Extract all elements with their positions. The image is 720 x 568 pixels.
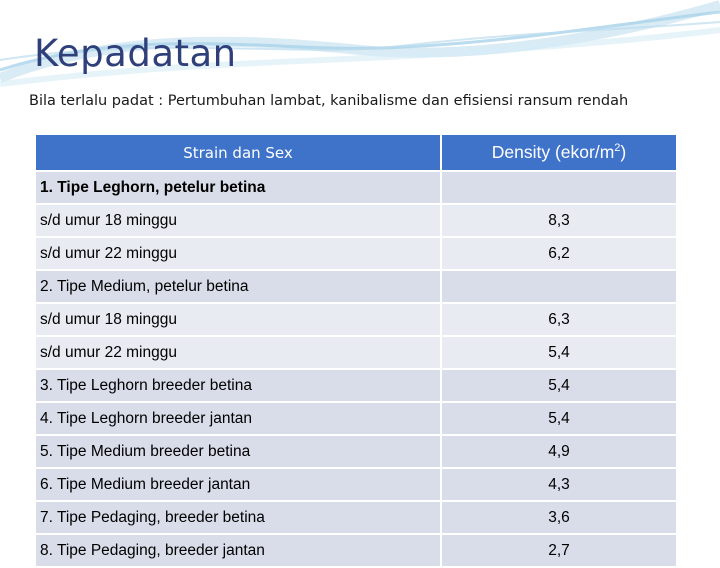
table-row — [35, 534, 677, 567]
table-row — [35, 204, 677, 237]
row-density-value: 5,4 — [441, 336, 677, 369]
row-label: 8. Tipe Pedaging, breeder jantan — [35, 534, 441, 567]
header-density-sup: 2 — [614, 142, 621, 155]
row-label: s/d umur 18 minggu — [35, 303, 441, 336]
table-row — [35, 336, 677, 369]
row-density-value — [441, 171, 677, 204]
slide-subtitle: Bila terlalu padat : Pertumbuhan lambat, kanibalisme dan efisiensi ransum rendah — [29, 93, 629, 109]
header-strain: Strain dan Sex — [35, 134, 441, 171]
row-label: 1. Tipe Leghorn, petelur betina — [35, 171, 441, 204]
row-density-value: 5,4 — [441, 402, 677, 435]
table-row — [35, 402, 677, 435]
row-label: s/d umur 22 minggu — [35, 336, 441, 369]
table-header-row — [35, 134, 677, 171]
table-row — [35, 435, 677, 468]
row-label: 3. Tipe Leghorn breeder betina — [35, 369, 441, 402]
row-density-value: 4,9 — [441, 435, 677, 468]
row-label: 6. Tipe Medium breeder jantan — [35, 468, 441, 501]
row-density-value: 2,7 — [441, 534, 677, 567]
row-label: 2. Tipe Medium, petelur betina — [35, 270, 441, 303]
header-density-suffix: ) — [620, 142, 627, 162]
table-body — [35, 171, 677, 567]
table-row — [35, 369, 677, 402]
density-table — [34, 133, 678, 568]
table-row — [35, 468, 677, 501]
row-label: 7. Tipe Pedaging, breeder betina — [35, 501, 441, 534]
row-density-value: 8,3 — [441, 204, 677, 237]
row-label: s/d umur 22 minggu — [35, 237, 441, 270]
header-density-prefix: Density (ekor/m — [491, 142, 615, 162]
slide-title: Kepadatan — [34, 32, 237, 75]
row-label: 5. Tipe Medium breeder betina — [35, 435, 441, 468]
table-row — [35, 270, 677, 303]
header-density — [441, 134, 677, 171]
table-row — [35, 171, 677, 204]
row-label: s/d umur 18 minggu — [35, 204, 441, 237]
table-row — [35, 303, 677, 336]
row-density-value: 4,3 — [441, 468, 677, 501]
row-density-value: 6,3 — [441, 303, 677, 336]
row-density-value: 6,2 — [441, 237, 677, 270]
table-row — [35, 237, 677, 270]
row-density-value — [441, 270, 677, 303]
row-label: 4. Tipe Leghorn breeder jantan — [35, 402, 441, 435]
table-row — [35, 501, 677, 534]
row-density-value: 5,4 — [441, 369, 677, 402]
row-density-value: 3,6 — [441, 501, 677, 534]
